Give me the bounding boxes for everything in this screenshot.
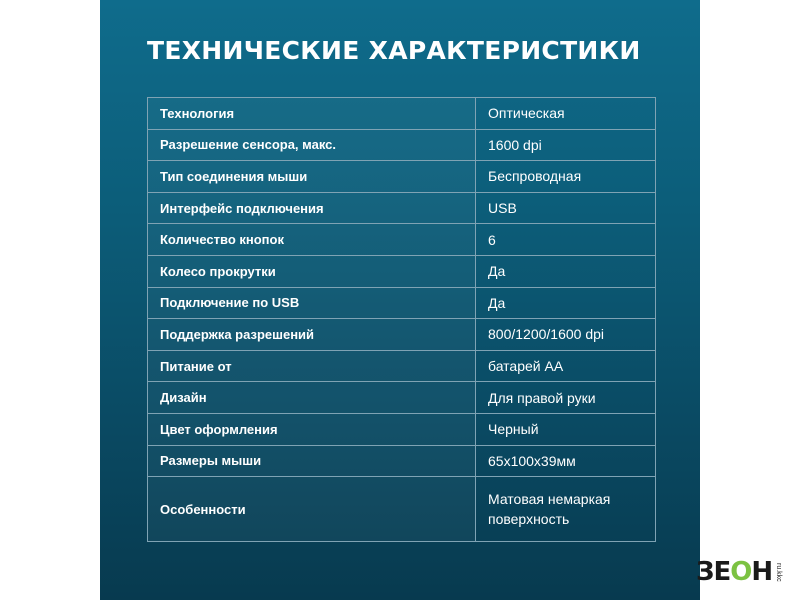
logo-side-text: ru.kkc (775, 562, 783, 582)
spec-name: Количество кнопок (148, 224, 476, 256)
spec-name: Особенности (148, 477, 476, 542)
logo-text-end: Н (751, 557, 773, 587)
spec-name: Разрешение сенсора, макс. (148, 129, 476, 161)
page-title: ТЕХНИЧЕСКИЕ ХАРАКТЕРИСТИКИ (147, 36, 641, 65)
spec-name: Размеры мыши (148, 445, 476, 477)
spec-value: Матовая немаркая поверхность (476, 477, 656, 542)
logo-text-accent: О (730, 557, 752, 587)
table-row (148, 287, 656, 319)
spec-name: Поддержка разрешений (148, 319, 476, 351)
spec-name: Цвет оформления (148, 413, 476, 445)
spec-value: 6 (476, 224, 656, 256)
spec-value: Для правой руки (476, 382, 656, 414)
spec-value: USB (476, 192, 656, 224)
logo-text-main: ЗЕ (696, 557, 731, 587)
spec-value: Оптическая (476, 98, 656, 130)
spec-table (147, 97, 656, 542)
table-row (148, 255, 656, 287)
spec-value: Да (476, 255, 656, 287)
table-row (148, 224, 656, 256)
table-row (148, 129, 656, 161)
spec-value: Да (476, 287, 656, 319)
spec-value: 65x100x39мм (476, 445, 656, 477)
spec-value: Черный (476, 413, 656, 445)
logo-wordmark (696, 558, 772, 586)
table-row (148, 477, 656, 542)
spec-name: Дизайн (148, 382, 476, 414)
spec-name: Колесо прокрутки (148, 255, 476, 287)
table-row (148, 350, 656, 382)
table-row (148, 161, 656, 193)
table-row (148, 192, 656, 224)
table-row (148, 319, 656, 351)
spec-value: 1600 dpi (476, 129, 656, 161)
brand-logo (696, 558, 782, 586)
spec-name: Тип соединения мыши (148, 161, 476, 193)
table-row (148, 413, 656, 445)
spec-name: Интерфейс подключения (148, 192, 476, 224)
spec-value: Беспроводная (476, 161, 656, 193)
spec-value: батарей АА (476, 350, 656, 382)
table-row (148, 445, 656, 477)
table-row (148, 98, 656, 130)
table-row (148, 382, 656, 414)
spec-value: 800/1200/1600 dpi (476, 319, 656, 351)
spec-name: Питание от (148, 350, 476, 382)
spec-name: Технология (148, 98, 476, 130)
spec-name: Подключение по USB (148, 287, 476, 319)
